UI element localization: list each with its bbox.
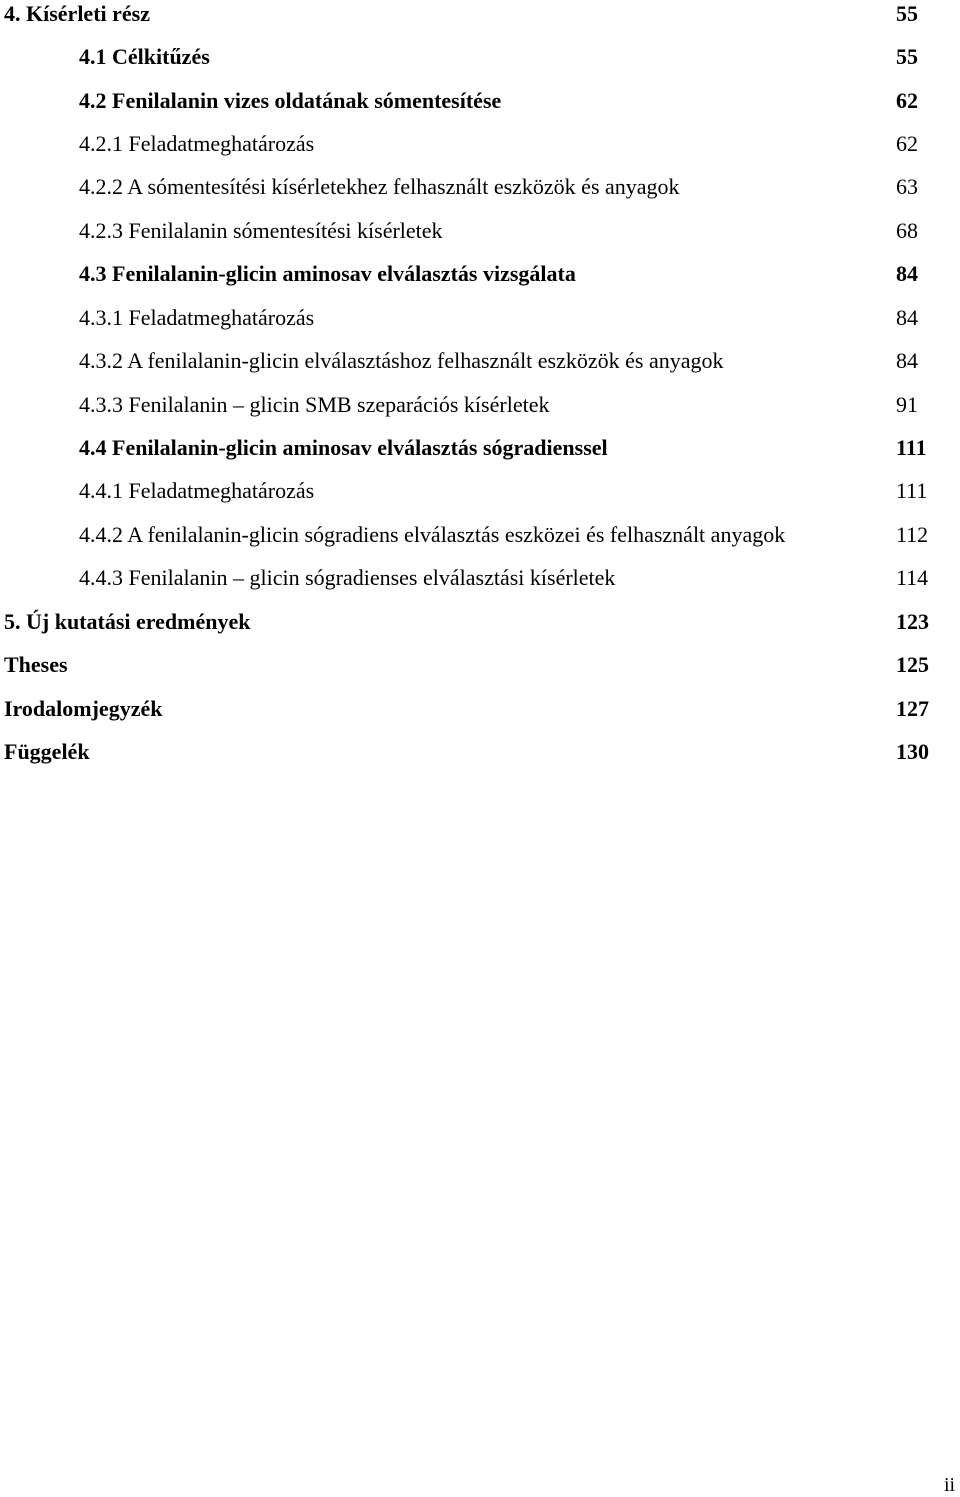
- toc-entry-4-4-2[interactable]: [0, 520, 960, 550]
- toc-entry-title: 4.4.1 Feladatmeghatározás: [79, 478, 315, 503]
- toc-entry-page: 62: [896, 131, 918, 156]
- toc-entry-page: 125: [896, 652, 929, 677]
- toc-entry-page: 55: [896, 44, 918, 69]
- toc-entry-page: 91: [896, 392, 918, 417]
- toc-entry-title: Theses: [4, 652, 68, 677]
- toc-entry-4-3-3[interactable]: [0, 390, 960, 420]
- toc-entry-4-4-3[interactable]: [0, 563, 960, 593]
- toc-entry-5[interactable]: [0, 607, 960, 637]
- toc-entry-title: 5. Új kutatási eredmények: [4, 609, 251, 634]
- toc-entry-title: Irodalomjegyzék: [4, 696, 163, 721]
- toc-entry-page: 114: [896, 565, 929, 590]
- toc-entry-page: 84: [896, 305, 918, 330]
- toc-entry-page: 84: [896, 261, 918, 286]
- toc-entry-title: 4. Kísérleti rész: [4, 1, 150, 26]
- toc-entry-4-2[interactable]: [0, 86, 960, 116]
- toc-entry-4-3-1[interactable]: [0, 303, 960, 333]
- toc-entry-title: 4.1 Célkitűzés: [79, 44, 210, 69]
- toc-entry-title: 4.2.2 A sómentesítési kísérletekhez felhasznált eszközök és anyagok: [79, 174, 680, 199]
- toc-entry-page: 62: [896, 88, 918, 113]
- toc-entry-title: 4.4.2 A fenilalanin-glicin sógradiens elválasztás eszközei és felhasznált anyagok: [79, 522, 786, 547]
- toc-entry-page: 130: [896, 739, 929, 764]
- toc-entry-title: 4.3.1 Feladatmeghatározás: [79, 305, 315, 330]
- toc-entry-4-2-1[interactable]: [0, 129, 960, 159]
- toc-entry-title: 4.2.1 Feladatmeghatározás: [79, 131, 315, 156]
- toc-entry-page: 127: [896, 696, 929, 721]
- toc-entry-page: 84: [896, 348, 918, 373]
- toc-entry-theses[interactable]: [0, 650, 960, 680]
- toc-entry-appendix[interactable]: [0, 737, 960, 767]
- toc-entry-page: 55: [896, 1, 918, 26]
- toc-entry-4-3[interactable]: [0, 259, 960, 289]
- toc-entry-4-4-1[interactable]: [0, 476, 960, 506]
- toc-entry-page: 112: [896, 522, 929, 547]
- toc-entry-4-2-3[interactable]: [0, 216, 960, 246]
- toc-entry-title: 4.3.2 A fenilalanin-glicin elválasztáshoz felhasznált eszközök és anyagok: [79, 348, 724, 373]
- toc-entry-title: 4.2.3 Fenilalanin sómentesítési kísérletek: [79, 218, 443, 243]
- toc-entry-title: 4.3.3 Fenilalanin – glicin SMB szeparációs kísérletek: [79, 392, 550, 417]
- toc-entry-4[interactable]: [0, 0, 960, 29]
- toc-entry-page: 63: [896, 174, 918, 199]
- toc-entry-4-3-2[interactable]: [0, 346, 960, 376]
- toc-entry-4-1[interactable]: [0, 42, 960, 72]
- toc-entry-page: 111: [896, 478, 928, 503]
- toc-entry-4-4[interactable]: [0, 433, 960, 463]
- toc-entry-title: 4.4.3 Fenilalanin – glicin sógradienses elválasztási kísérletek: [79, 565, 616, 590]
- toc-entry-title: 4.2 Fenilalanin vizes oldatának sómentesítése: [79, 88, 502, 113]
- toc-entry-page: 123: [896, 609, 929, 634]
- toc-entry-bibliography[interactable]: [0, 694, 960, 724]
- toc-entry-title: Függelék: [4, 739, 90, 764]
- toc-entry-page: 68: [896, 218, 918, 243]
- toc-entry-title: 4.3 Fenilalanin-glicin aminosav elválasztás vizsgálata: [79, 261, 576, 286]
- page-number: ii: [944, 1474, 956, 1496]
- toc-entry-title: 4.4 Fenilalanin-glicin aminosav elválasztás sógradienssel: [79, 435, 608, 460]
- toc-entry-4-2-2[interactable]: [0, 172, 960, 202]
- toc-entry-page: 111: [896, 435, 927, 460]
